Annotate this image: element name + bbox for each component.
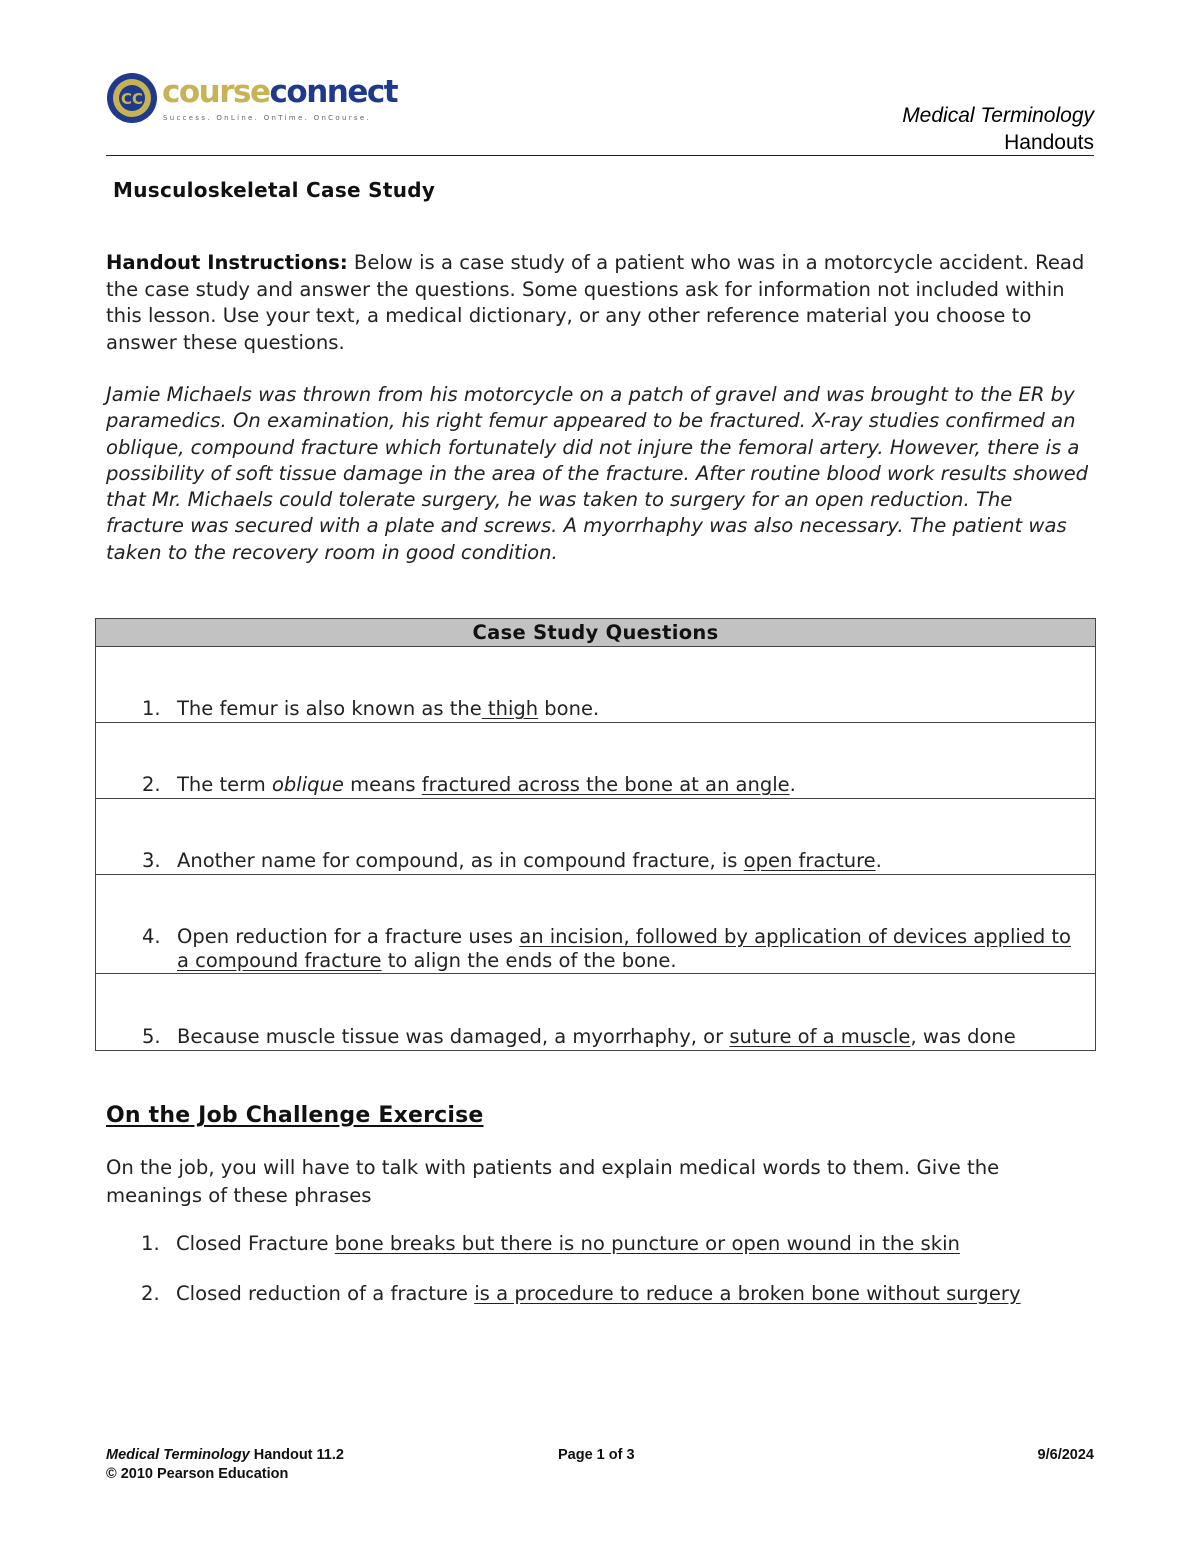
- exercise-text: [176, 1279, 1036, 1309]
- case-study-narrative: Jamie Michaels was thrown from his motorcycle on a patch of gravel and was brought to the ER by paramedics. On examination, his right femur appeared to be fractured. X-ray studies confirmed an oblique, compound fracture which fortunately did not injure the femoral artery. However, there is a possibility of soft tissue damage in the area of the fracture. After routine blood work results showed that Mr. Michaels could tolerate surgery, he was taken to surgery for an open reduction. The fracture was secured with a plate and screws. A myorrhaphy was also necessary. The patient was taken to the recovery room in good condition.: [106, 383, 1089, 564]
- question-number: 1.: [142, 697, 161, 720]
- question-answer: open fracture: [743, 849, 876, 872]
- header-course-title: Medical Terminology: [902, 104, 1094, 127]
- exercise-term: Closed Fracture: [176, 1232, 335, 1255]
- question-answer: fractured across the bone at an angle: [421, 773, 790, 796]
- exercise-answer: is a procedure to reduce a broken bone without surgery: [474, 1282, 1021, 1305]
- question-row-5: [96, 974, 1095, 1050]
- exercise-item-1: [106, 1229, 1096, 1261]
- question-prompt: Another name for compound, as in compound fracture, is: [177, 849, 744, 872]
- question-prompt: Because muscle tissue was damaged, a myorrhaphy, or: [177, 1025, 730, 1048]
- question-suffix: .: [789, 773, 796, 796]
- question-suffix: , was done: [910, 1025, 1016, 1048]
- question-text: [177, 849, 1087, 873]
- page-title: Musculoskeletal Case Study: [113, 178, 436, 202]
- question-row-4: [96, 875, 1095, 974]
- svg-text:CC: CC: [120, 90, 144, 108]
- instructions-body: Below is a case study of a patient who was in a motorcycle accident. Read the case study and answer the questions. Some questions ask for information not included within this lesson. Use your text, a medical dictionary, or any other reference material you choose to answer these questions.: [106, 251, 1085, 354]
- section-intro: On the job, you will have to talk with patients and explain medical words to them. Give the meanings of these phrases: [106, 1156, 1000, 1207]
- exercise-term: Closed reduction of a fracture: [176, 1282, 475, 1305]
- question-number: 2.: [142, 773, 161, 796]
- exercise-item-2: [106, 1279, 1096, 1343]
- question-text: [177, 925, 1087, 973]
- question-number: 4.: [142, 925, 161, 948]
- question-text: [177, 1025, 1087, 1049]
- question-suffix: to align the ends of the bone.: [381, 949, 677, 972]
- exercise-answer: bone breaks but there is no puncture or open wound in the skin: [334, 1232, 960, 1255]
- header-course-label: [902, 102, 1094, 156]
- footer-copyright: © 2010 Pearson Education: [106, 1466, 289, 1482]
- question-suffix: .: [875, 849, 882, 872]
- logo-tagline: Success. OnLine. OnTime. OnCourse.: [163, 114, 371, 122]
- question-text: [177, 697, 1087, 721]
- footer-date: 9/6/2024: [1037, 1447, 1094, 1463]
- instructions-lead: Handout Instructions:: [106, 251, 348, 274]
- question-answer: an incision, followed by application of devices applied to a compound fracture: [177, 925, 1071, 972]
- courseconnect-logo: [106, 70, 398, 126]
- section-title: On the Job Challenge Exercise: [106, 1103, 484, 1128]
- page-header: [106, 68, 1094, 156]
- footer-handout: Handout 11.2: [249, 1447, 344, 1463]
- page-number: Page 1 of 3: [558, 1447, 635, 1463]
- handout-instructions: [106, 250, 1096, 356]
- question-text: [177, 773, 1087, 797]
- exercise-number: 1.: [141, 1232, 160, 1255]
- question-number: 5.: [142, 1025, 161, 1048]
- question-term: oblique: [271, 773, 344, 796]
- footer-source: [106, 1446, 344, 1484]
- exercise-text: [176, 1229, 1036, 1259]
- case-study-questions-table: [95, 618, 1096, 1051]
- question-prompt-cont: means: [343, 773, 422, 796]
- question-number: 3.: [142, 849, 161, 872]
- question-answer: suture of a muscle: [729, 1025, 911, 1048]
- table-heading: Case Study Questions: [96, 619, 1095, 647]
- question-row-1: [96, 647, 1095, 723]
- question-answer: thigh: [481, 697, 539, 720]
- question-row-3: [96, 799, 1095, 875]
- exercise-number: 2.: [141, 1282, 160, 1305]
- question-row-2: [96, 723, 1095, 799]
- footer-course: Medical Terminology: [106, 1447, 250, 1463]
- header-section: Handouts: [1004, 131, 1094, 154]
- question-prompt: The femur is also known as the: [177, 697, 482, 720]
- logo-word-connect: connect: [269, 74, 398, 110]
- logo-emblem-icon: [106, 72, 158, 124]
- logo-wordmark: [162, 74, 397, 110]
- question-prompt: Open reduction for a fracture uses: [177, 925, 520, 948]
- logo-word-course: course: [162, 74, 270, 110]
- question-suffix: bone.: [538, 697, 600, 720]
- question-prompt: The term: [177, 773, 272, 796]
